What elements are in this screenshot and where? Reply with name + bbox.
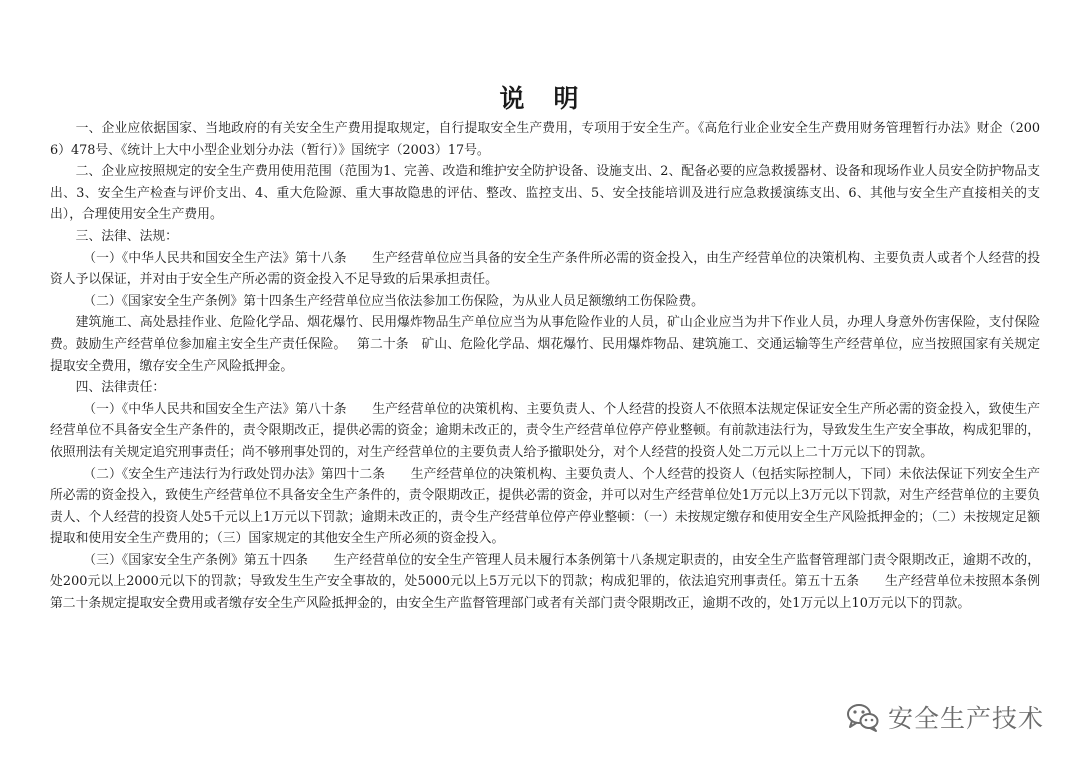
watermark — [846, 697, 1044, 737]
paragraph-regulation-article-14: （二）《国家安全生产条例》第十四条生产经营单位应当依法参加工伤保险，为从业人员足额缴纳工伤保险费。 — [83, 293, 704, 309]
section-heading-laws: 三、法律、法规： — [75, 228, 178, 244]
paragraph-insurance-article-20: 建筑施工、高处悬挂作业、危险化学品、烟花爆竹、民用爆炸物品生产单位应当为从事危险作业的人员，矿山企业应当为井下作业人员，办理人身意外伤害保险，支付保险费。鼓励生产经营单位参加雇主安全生产责任保险。 第二十条 矿山、危险化学品、烟花爆竹、民用爆炸物品、建筑施工、交通运输等生产经营单位，应当按照国家有关规定提取安全费用，缴存安全生产风险抵押金。 — [50, 315, 1040, 374]
paragraph-regulation-article-54-55: （三）《国家安全生产条例》第五十四条 生产经营单位的安全生产管理人员未履行本条例第十八条规定职责的，由安全生产监督管理部门责令限期改正，逾期不改的，处200元以上2000元以下的罚款；导致发生生产安全事故的，处5000元以上5万元以下的罚款；构成犯罪的，依法追究刑事责任。第五十五条 生产经营单位未按照本条例第二十条规定提取安全费用或者缴存安全生产风险抵押金的，由安全生产监督管理部门或者有关部门责令限期改正，逾期不改的，处1万元以上10万元以下的罚款。 — [50, 552, 1040, 612]
wechat-icon — [846, 702, 880, 732]
paragraph-law-article-80: （一）《中华人民共和国安全生产法》第八十条 生产经营单位的决策机构、主要负责人、个人经营的投资人不依照本法规定保证安全生产所必需的资金投入，致使生产经营单位不具备安全生产条件的，责令限期改正，提供必需的资金；逾期未改正的，责令生产经营单位停产停业整顿。有前款违法行为，导致发生生产安全事故，构成犯罪的，依照刑法有关规定追究刑事责任；尚不够刑事处罚的，对生产经营单位的主要负责人给予撤职处分，对个人经营的投资人处二万元以上二十万元以下的罚款。 — [50, 401, 1040, 460]
page-title: 说 明 — [499, 84, 581, 113]
document-body — [50, 118, 1040, 615]
watermark-text: 安全生产技术 — [887, 704, 1044, 733]
paragraph-usage-scope: 二、企业应按照规定的安全生产费用使用范围（范围为1、完善、改造和维护安全防护设备、设施支出、2、配备必要的应急救援器材、设备和现场作业人员安全防护物品支出、3、安全生产检查与评价支出、4、重大危险源、重大事故隐患的评估、整改、监控支出、5、安全技能培训及进行应急救援演练支出、6、其他与安全生产直接相关的支出），合理使用安全生产费用。 — [50, 164, 1040, 223]
paragraph-penalty-article-42: （二）《安全生产违法行为行政处罚办法》第四十二条 生产经营单位的决策机构、主要负责人、个人经营的投资人（包括实际控制人，下同）未依法保证下列安全生产所必需的资金投入，致使生产经营单位不具备安全生产条件的，责令限期改正，提供必需的资金，并可以对生产经营单位处1万元以上3万元以下罚款，对生产经营单位的主要负责人、个人经营的投资人处5千元以上1万元以下罚款；逾期未改正的，责令生产经营单位停产停业整顿：（一）未按规定缴存和使用安全生产风险抵押金的；（二）未按规定足额提取和使用安全生产费用的；（三）国家规定的其他安全生产所必须的资金投入。 — [50, 466, 1040, 547]
section-heading-liability: 四、法律责任： — [75, 380, 166, 396]
paragraph-enterprise-basis: 一、企业应依据国家、当地政府的有关安全生产费用提取规定，自行提取安全生产费用，专项用于安全生产。《高危行业企业安全生产费用财务管理暂行办法》财企（2006）478号、《统计上大中小型企业划分办法（暂行）》国统字（2003）17号。 — [50, 121, 1040, 158]
paragraph-law-article-18: （一）《中华人民共和国安全生产法》第十八条 生产经营单位应当具备的安全生产条件所必需的资金投入，由生产经营单位的决策机构、主要负责人或者个人经营的投资人予以保证，并对由于安全生产所必需的资金投入不足导致的后果承担责任。 — [50, 250, 1040, 288]
